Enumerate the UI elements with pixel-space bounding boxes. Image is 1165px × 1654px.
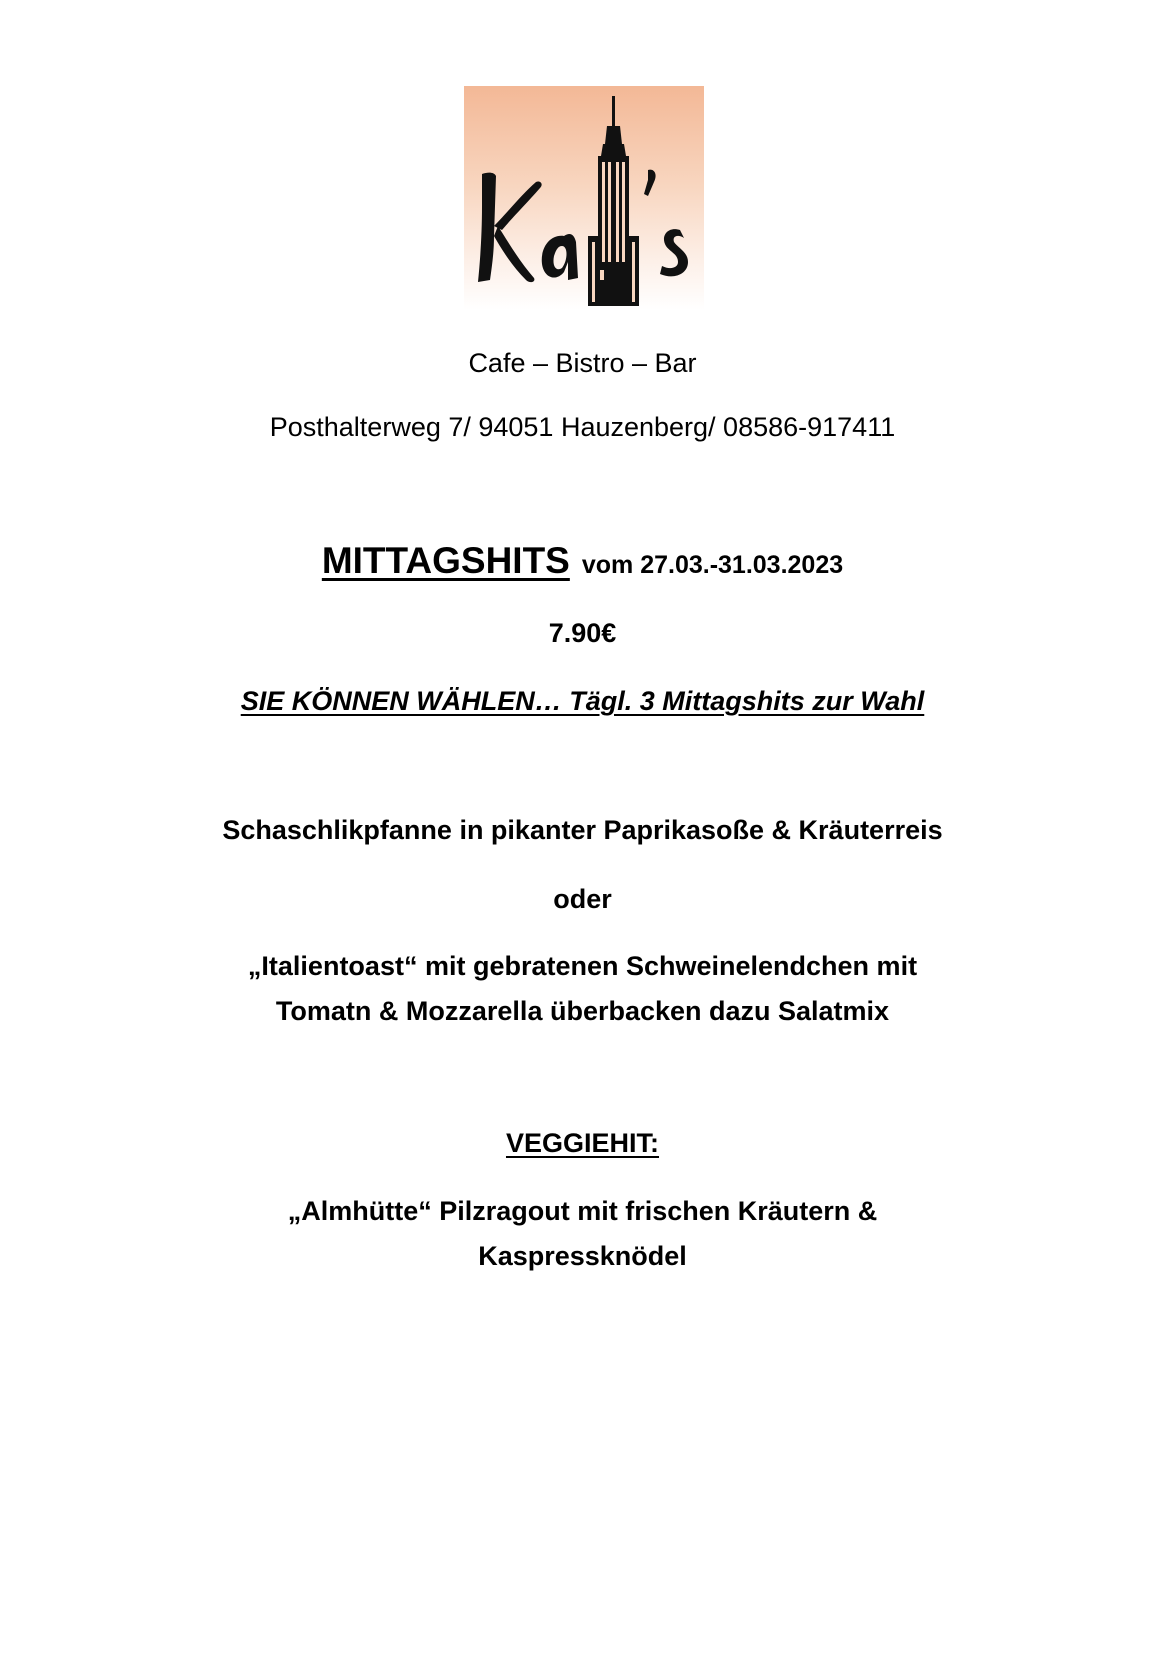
menu-heading <box>0 540 1165 582</box>
kals-logo <box>464 86 704 310</box>
dish-2-line-1: „Italientoast“ mit gebratenen Schweinelendchen mit <box>247 951 918 981</box>
tagline: Cafe – Bistro – Bar <box>468 348 697 378</box>
menu-title: MITTAGSHITS <box>321 540 570 581</box>
address: Posthalterweg 7/ 94051 Hauzenberg/ 08586-917411 <box>269 412 896 442</box>
menu-price: 7.90€ <box>548 618 617 648</box>
veggie-heading: VEGGIEHIT: <box>505 1128 660 1158</box>
choice-note: SIE KÖNNEN WÄHLEN… Tägl. 3 Mittagshits zur Wahl <box>240 686 925 716</box>
skyscraper-icon <box>464 86 704 310</box>
veggie-dish-line-1: „Almhütte“ Pilzragout mit frischen Kräutern & <box>287 1196 878 1226</box>
veggie-dish-line-2: Kaspressknödel <box>478 1241 687 1271</box>
separator-oder: oder <box>553 884 612 914</box>
dish-1: Schaschlikpfanne in pikanter Paprikasoße & Kräuterreis <box>222 815 943 845</box>
dish-2-line-2: Tomatn & Mozzarella überbacken dazu Salatmix <box>275 996 890 1026</box>
menu-period: vom 27.03.-31.03.2023 <box>581 551 844 579</box>
